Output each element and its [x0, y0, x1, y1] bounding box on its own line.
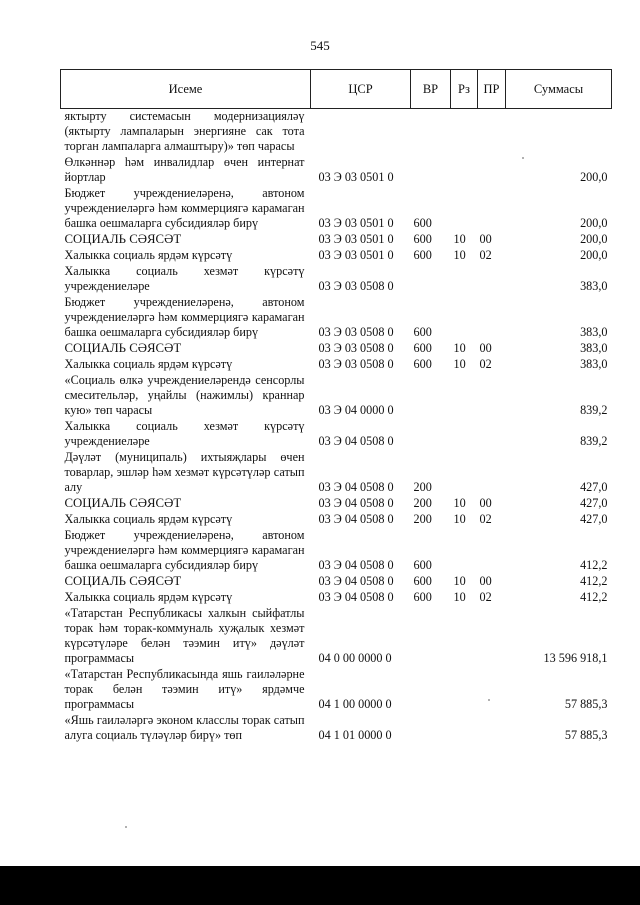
- cell-sum: 839,2: [580, 403, 608, 417]
- cell-name: Бюджет учреждениеләренә, автоном учреждениеләргә һәм коммерциягә карамаган башка оешмаларга субсидияләр бирү: [64, 528, 305, 572]
- cell-pr: [478, 264, 506, 295]
- table-header-row: [61, 70, 612, 109]
- cell-csr: 03 Э 03 0501 0: [318, 232, 394, 246]
- cell-vr: [411, 109, 451, 156]
- cell-name: Халыкка социаль ярдәм күрсәтү: [64, 590, 233, 604]
- cell-rz: [451, 373, 478, 419]
- cell-name: «Яшь гаиләләргә эконом класслы торак сатып алуга социаль түләүләр бирү» төп: [64, 713, 305, 742]
- scan-speck: [522, 157, 524, 159]
- cell-pr: [478, 155, 506, 186]
- cell-name: Халыкка социаль ярдәм күрсәтү: [64, 357, 233, 371]
- table-row: [61, 713, 612, 744]
- table-row: [61, 574, 612, 590]
- cell-name: Бюджет учреждениеләренә, автоном учреждениеләргә һәм коммерциягә карамаган башка оешмаларга субсидияләр бирү: [64, 295, 305, 339]
- table-body: [61, 109, 612, 745]
- cell-csr: 03 Э 04 0508 0: [318, 512, 394, 526]
- table-row: [61, 606, 612, 667]
- cell-csr: 03 Э 03 0501 0: [318, 216, 394, 230]
- cell-vr: [411, 373, 451, 419]
- cell-pr: [478, 295, 506, 341]
- cell-pr: 02: [479, 590, 492, 604]
- cell-sum: 427,0: [580, 512, 608, 526]
- cell-name: Бюджет учреждениеләренә, автоном учреждениеләргә һәм коммерциягә карамаган башка оешмаларга субсидияләр бирү: [64, 186, 305, 230]
- cell-vr: [411, 606, 451, 667]
- cell-csr: 03 Э 04 0508 0: [318, 590, 394, 604]
- cell-csr: 03 Э 03 0501 0: [318, 170, 394, 184]
- cell-csr: 03 Э 04 0508 0: [318, 496, 394, 510]
- cell-name: СОЦИАЛЬ СӘЯСӘТ: [64, 496, 182, 510]
- header-name: Исеме: [61, 70, 311, 109]
- cell-name: Халыкка социаль ярдәм күрсәтү: [64, 248, 233, 262]
- cell-rz: [451, 155, 478, 186]
- cell-pr: 00: [479, 341, 492, 355]
- table-row: [61, 109, 612, 156]
- cell-vr: 600: [413, 574, 432, 588]
- header-sum: Суммасы: [506, 70, 612, 109]
- cell-sum: 200,0: [580, 232, 608, 246]
- cell-csr: 03 Э 04 0508 0: [318, 434, 394, 448]
- cell-sum: 383,0: [580, 325, 608, 339]
- cell-name: СОЦИАЛЬ СӘЯСӘТ: [64, 341, 182, 355]
- cell-vr: 600: [413, 248, 432, 262]
- cell-sum: 383,0: [580, 357, 608, 371]
- cell-rz: 10: [453, 341, 466, 355]
- cell-pr: 02: [479, 512, 492, 526]
- table-row: [61, 264, 612, 295]
- cell-csr: 03 Э 04 0508 0: [318, 480, 394, 494]
- cell-csr: 03 Э 03 0501 0: [318, 248, 394, 262]
- cell-pr: 00: [479, 232, 492, 246]
- cell-pr: 00: [479, 574, 492, 588]
- scan-speck: [488, 699, 490, 701]
- cell-rz: 10: [453, 232, 466, 246]
- cell-csr: 03 Э 03 0508 0: [318, 279, 394, 293]
- cell-rz: 10: [453, 590, 466, 604]
- cell-rz: [451, 186, 478, 232]
- cell-sum: 57 885,3: [564, 728, 608, 742]
- table-row: [61, 528, 612, 574]
- cell-vr: 200: [413, 496, 432, 510]
- cell-pr: [478, 450, 506, 496]
- cell-sum: 200,0: [580, 216, 608, 230]
- cell-vr: [411, 419, 451, 450]
- cell-vr: 200: [413, 480, 432, 494]
- cell-name: «Татарстан Республикасы халкын сыйфатлы торак һәм торак-коммуналь хуҗалык хезмәт күрсәтүләре белән тәэмин итү» дәүләт программасы: [64, 606, 305, 665]
- cell-pr: [478, 186, 506, 232]
- table-row: [61, 357, 612, 373]
- cell-vr: [411, 713, 451, 744]
- cell-sum: [506, 109, 612, 156]
- cell-rz: [451, 450, 478, 496]
- cell-sum: 383,0: [580, 341, 608, 355]
- cell-pr: [478, 109, 506, 156]
- header-vr: ВР: [411, 70, 451, 109]
- cell-vr: [411, 667, 451, 713]
- cell-vr: [411, 264, 451, 295]
- cell-sum: 839,2: [580, 434, 608, 448]
- cell-pr: 00: [479, 496, 492, 510]
- cell-name: СОЦИАЛЬ СӘЯСӘТ: [64, 232, 182, 246]
- table-row: [61, 590, 612, 606]
- cell-sum: 200,0: [580, 248, 608, 262]
- cell-name: Өлкәннәр һәм инвалидлар өчен интернат йортлар: [64, 155, 305, 184]
- cell-sum: 412,2: [580, 558, 608, 572]
- cell-csr: 03 Э 04 0508 0: [318, 574, 394, 588]
- cell-rz: [451, 264, 478, 295]
- scan-bottom-border: [0, 866, 640, 905]
- cell-sum: 13 596 918,1: [543, 651, 608, 665]
- header-csr: ЦСР: [311, 70, 411, 109]
- cell-rz: [451, 528, 478, 574]
- cell-rz: [451, 667, 478, 713]
- cell-sum: 412,2: [580, 590, 608, 604]
- table-row: [61, 496, 612, 512]
- table-row: [61, 248, 612, 264]
- cell-rz: 10: [453, 496, 466, 510]
- cell-sum: 383,0: [580, 279, 608, 293]
- cell-sum: 427,0: [580, 496, 608, 510]
- cell-name: Халыкка социаль ярдәм күрсәтү: [64, 512, 233, 526]
- table-row: [61, 232, 612, 248]
- cell-csr: 04 1 00 0000 0: [318, 697, 392, 711]
- cell-csr: 03 Э 03 0508 0: [318, 341, 394, 355]
- cell-vr: 600: [413, 341, 432, 355]
- cell-pr: [478, 528, 506, 574]
- cell-rz: [451, 713, 478, 744]
- table-row: [61, 186, 612, 232]
- header-pr: ПР: [478, 70, 506, 109]
- table-row: [61, 450, 612, 496]
- cell-vr: 600: [413, 232, 432, 246]
- cell-vr: 600: [413, 216, 432, 230]
- cell-vr: 200: [413, 512, 432, 526]
- cell-vr: [411, 155, 451, 186]
- cell-csr: 03 Э 03 0508 0: [318, 325, 394, 339]
- cell-pr: [478, 713, 506, 744]
- cell-rz: 10: [453, 574, 466, 588]
- table-row: [61, 419, 612, 450]
- cell-csr: 04 1 01 0000 0: [318, 728, 392, 742]
- cell-vr: 600: [413, 325, 432, 339]
- table-row: [61, 373, 612, 419]
- cell-vr: 600: [413, 558, 432, 572]
- cell-name: «Татарстан Республикасында яшь гаиләләрне торак белән тәэмин итү» ярдәмче программасы: [64, 667, 305, 711]
- table-row: [61, 512, 612, 528]
- cell-name: «Социаль өлкә учреждениеләрендә сенсорлы смесительләр, уңайлы (нажимлы) краннар кую» төп чарасы: [64, 373, 305, 417]
- cell-csr: 04 0 00 0000 0: [318, 651, 392, 665]
- scan-speck: [125, 826, 127, 828]
- page-number: 545: [310, 38, 330, 53]
- cell-csr: 03 Э 03 0508 0: [318, 357, 394, 371]
- cell-vr: 600: [413, 357, 432, 371]
- cell-name: СОЦИАЛЬ СӘЯСӘТ: [64, 574, 182, 588]
- cell-rz: [451, 109, 478, 156]
- cell-rz: [451, 295, 478, 341]
- table-row: [61, 341, 612, 357]
- cell-rz: [451, 419, 478, 450]
- table-row: [61, 667, 612, 713]
- budget-table: [60, 69, 612, 744]
- cell-name: Халыкка социаль хезмәт күрсәтү учреждениеләре: [64, 264, 305, 293]
- cell-csr: 03 Э 04 0000 0: [318, 403, 394, 417]
- cell-vr: 600: [413, 590, 432, 604]
- cell-sum: 57 885,3: [564, 697, 608, 711]
- cell-pr: [478, 373, 506, 419]
- table-row: [61, 155, 612, 186]
- cell-name: Дәүләт (муниципаль) ихтыяҗлары өчен товарлар, эшләр һәм хезмәт күрсәтүләр сатып алу: [64, 450, 305, 494]
- cell-csr: 03 Э 04 0508 0: [318, 558, 394, 572]
- cell-pr: [478, 667, 506, 713]
- cell-pr: 02: [479, 357, 492, 371]
- cell-sum: 200,0: [580, 170, 608, 184]
- cell-sum: 427,0: [580, 480, 608, 494]
- cell-sum: 412,2: [580, 574, 608, 588]
- header-rz: Рз: [451, 70, 478, 109]
- cell-name: Халыкка социаль хезмәт күрсәтү учреждениеләре: [64, 419, 305, 448]
- cell-pr: [478, 419, 506, 450]
- cell-name: яктырту системасын модернизацияләү (яктырту лампаларын энергияне сак тота торган лампаларга алмаштыру)» төп чарасы: [64, 109, 305, 153]
- cell-csr: [311, 109, 411, 156]
- cell-rz: 10: [453, 248, 466, 262]
- cell-pr: [478, 606, 506, 667]
- cell-rz: 10: [453, 512, 466, 526]
- table-row: [61, 295, 612, 341]
- cell-pr: 02: [479, 248, 492, 262]
- cell-rz: 10: [453, 357, 466, 371]
- cell-rz: [451, 606, 478, 667]
